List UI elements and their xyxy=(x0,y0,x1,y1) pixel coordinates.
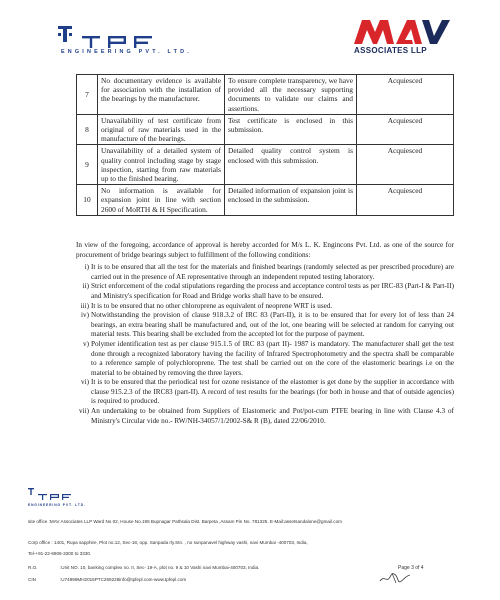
condition-text: It is to be ensured that no other chloroprene as equivalent of neoprene WRT is used. xyxy=(91,301,333,310)
table-row xyxy=(77,114,454,145)
conditions-list xyxy=(76,263,454,427)
row-number: 10 xyxy=(77,185,98,216)
mav-logo xyxy=(350,16,460,58)
deficiency-cell: No information is available for expansion joint in line with section 2600 of MoRTH & H Specification. xyxy=(98,185,225,216)
condition-item xyxy=(76,282,454,301)
page-number: Page 3 of 4 xyxy=(398,565,424,571)
status-cell: Acquiesced xyxy=(357,145,454,185)
condition-item xyxy=(76,340,454,378)
condition-text: It is to be ensured that all the test for the materials and finished bearings (randomly selected as per prescribed procedure) are carried out in the presence of AE representative through an independent reputed testing laboratory. xyxy=(91,263,454,281)
condition-item xyxy=(76,378,454,407)
footer-logo-subtitle: ENGINEERING PVT. LTD. xyxy=(28,503,86,507)
row-number: 7 xyxy=(77,75,98,115)
mav-logo-mark xyxy=(350,16,460,46)
signature-icon xyxy=(378,571,412,585)
reply-cell: Detailed quality control system is enclosed with this submission. xyxy=(225,145,357,185)
status-cell: Acquiesced xyxy=(357,185,454,216)
table-row xyxy=(77,75,454,115)
condition-item xyxy=(76,302,454,312)
reply-cell: To ensure complete transparency, we have provided all the necessary supporting documents to validate our claims and assertions. xyxy=(225,75,357,115)
tpf-logo-subtitle: ENGINEERING PVT. LTD. xyxy=(61,49,192,55)
approval-intro: In view of the foregoing, accordance of approval is hereby accorded for M/s L. K. Engincons Pvt. Ltd. as one of the source for procurement of bridge bearings subject to fulfillment of the following conditions: xyxy=(76,241,454,259)
condition-text: An undertaking to be obtained from Suppliers of Elastomeric and Pot/pot-cum PTFE bearing in line with Clause 4.3 of Ministry's Circular vide no.- RW/NH-34057/1/2002-S& R (B), dated 22/06/2010. xyxy=(91,407,454,425)
tpf-logo-mark xyxy=(58,24,208,50)
condition-number: v) xyxy=(83,340,89,349)
condition-text: Notwithstanding the provision of clause 918.3.2 of IRC 83 (Part-II), it is to be ensured that for every lot of less than 24 bearings, an extra bearing shall be manufactured and, out of the lot, one bearing will be selected at random for carrying out material tests. This bearing shall be excluded from the accepted lot for the purpose of payment. xyxy=(91,311,454,339)
condition-item xyxy=(76,263,454,282)
tpf-logo xyxy=(58,20,208,60)
compliance-table xyxy=(76,74,454,216)
condition-item xyxy=(76,407,454,426)
telephone: Tel-+91-22-6906-3300 to 3330. xyxy=(28,551,92,556)
ro-address: :Unit NO. 10, banking complex no. II, Sec- 19-A, plot no. 9 & 10 Vashi navi Mumbai-400703, India. xyxy=(60,565,260,570)
ro-label: R.O. xyxy=(28,565,38,570)
table-row xyxy=(77,185,454,216)
status-cell: Acquiesced xyxy=(357,114,454,145)
mav-logo-subtitle: ASSOCIATES LLP xyxy=(354,46,427,55)
condition-text: Polymer identification test as per clause 915.1.5 of IRC 83 (part II)- 1987 is mandatory. The manufacturer shall get the test done through a recognized laboratory having the facility of Infrared Spectrophotometry and the spectra shall be comparable to a reference sample of polychloroprene. The test shall be carried out on the core of the elastomeric bearings i.e on the material to be obtained by removing the three layers. xyxy=(91,340,454,377)
condition-number: i) xyxy=(84,263,89,271)
corp-office-address: Corp office : 1401, Rupa sapphire, Plot no.12, Sec-18, opp. Sanpada rly.Stn. , no sunpanavel highway vashi, navi Mumbai -400703, India, xyxy=(28,540,308,545)
condition-number: iii) xyxy=(80,301,89,310)
cin-value: :U74999MH2015PTC269228info@tpfepl.com-www.tpfepl.com xyxy=(60,577,187,582)
deficiency-cell: Unavailability of test certificate from original of raw materials used in the manufacture of the bearings. xyxy=(98,114,225,145)
condition-text: Strict enforcement of the codal stipulations regarding the process and acceptance control tests as per IRC-83 (Part-I & Part-II) and Ministry's specification for Road and Bridge works shall have to be ensured. xyxy=(91,282,454,300)
status-cell: Acquiesced xyxy=(357,75,454,115)
site-office-address: site office :MAV Associates LLP Ward No 02, House No.195 Bupnagar Pathsala Dist. Barpeta ,Assam Pin No. 781325. E-Mail:assetsandalone@gmail.com xyxy=(28,519,342,524)
reply-cell: Test certificate is enclosed in this submission. xyxy=(225,114,357,145)
row-number: 8 xyxy=(77,114,98,145)
condition-item xyxy=(76,311,454,340)
deficiency-cell: Unavailability of a detailed system of quality control including stage by stage inspection, starting from raw materials up to the finished bearing. xyxy=(98,145,225,185)
condition-number: vi) xyxy=(81,378,89,387)
condition-number: vii) xyxy=(79,407,89,416)
reply-cell: Detailed information of expansion joint is enclosed in the submission. xyxy=(225,185,357,216)
row-number: 9 xyxy=(77,145,98,185)
deficiency-cell: No documentary evidence is available for association with the installation of the bearings by the manufacturer. xyxy=(98,75,225,115)
footer-tpf-logo-mark xyxy=(28,488,88,502)
condition-text: It is to be ensured that the periodical test for ozone resistance of the elastomer is get done by the supplier in accordance with clause 915.2.3 of the IRC83 (part-II). A record of test results for the bearings (for both in house and that of outside agencies) is required to produced. xyxy=(91,378,454,406)
table-row xyxy=(77,145,454,185)
condition-number: iv) xyxy=(81,311,89,320)
cin-label: CIN xyxy=(28,577,36,582)
condition-number: ii) xyxy=(82,282,89,291)
